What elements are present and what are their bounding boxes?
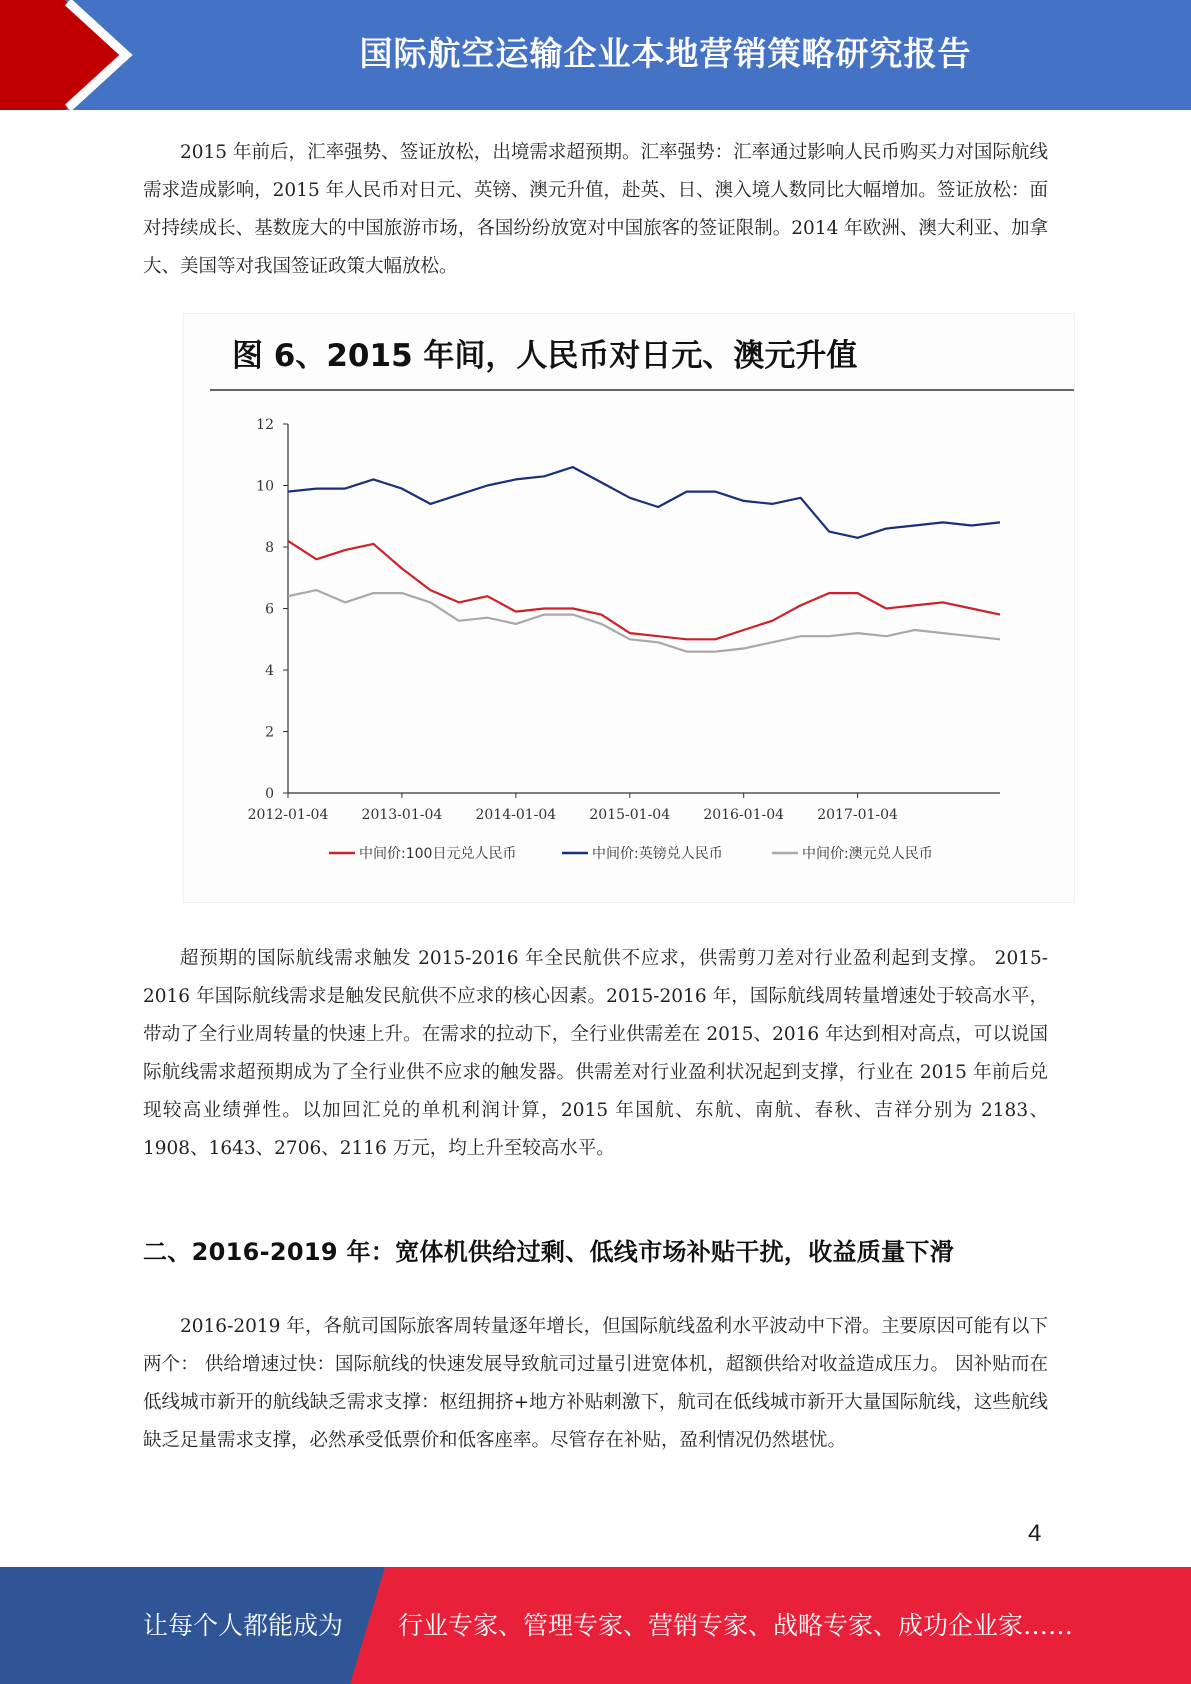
x-tick-label: 2016-01-04	[703, 807, 785, 823]
legend-label: 中间价:100日元兑人民币	[359, 846, 517, 862]
y-tick-label: 0	[265, 786, 274, 802]
line-chart	[184, 314, 1074, 902]
footer-banner	[0, 1567, 1191, 1684]
page-number: 4	[1028, 1520, 1042, 1547]
chart-axes	[248, 417, 1000, 823]
chart-series	[288, 467, 1000, 651]
y-tick-label: 12	[256, 417, 274, 433]
body-paragraph-3: 2016-2019 年，各航司国际旅客周转量逐年增长，但国际航线盈利水平波动中下滑。主要原因可能有以下两个： 供给增速过快：国际航线的快速发展导致航司过量引进宽体机，超额供给对收益造成压力。 因补贴而在低线城市新开的航线缺乏需求支撑：枢纽拥挤+地方补贴刺激下，航司在低线城市新开大量国际航线，这些航线缺乏足量需求支撑，必然承受低票价和低客座率。尽管存在补贴，盈利情况仍然堪忧。	[143, 1316, 1048, 1451]
chart-figure	[183, 313, 1075, 903]
series-line-1	[288, 541, 1000, 639]
section-heading: 二、2016-2019 年：宽体机供给过剩、低线市场补贴干扰，收益质量下滑	[143, 1238, 955, 1266]
footer-slogan-right: 行业专家、管理专家、营销专家、战略专家、成功企业家……	[398, 1611, 1074, 1640]
series-line-3	[288, 590, 1000, 652]
x-tick-label: 2013-01-04	[361, 807, 443, 823]
series-line-2	[288, 467, 1000, 538]
x-tick-label: 2014-01-04	[475, 807, 557, 823]
y-tick-label: 10	[256, 478, 274, 495]
footer-slogan-left: 让每个人都能成为	[143, 1611, 344, 1640]
legend-label: 中间价:澳元兑人民币	[802, 846, 933, 862]
chart-legend	[329, 845, 933, 862]
x-tick-label: 2017-01-04	[817, 807, 898, 823]
x-tick-label: 2015-01-04	[589, 807, 671, 823]
y-tick-label: 2	[265, 724, 274, 741]
legend-label: 中间价:英镑兑人民币	[592, 846, 723, 862]
header-arrow-decoration	[0, 0, 140, 110]
y-tick-label: 4	[265, 663, 274, 679]
chart-title: 图 6、2015 年间，人民币对日元、澳元升值	[232, 338, 858, 374]
body-paragraph-2: 超预期的国际航线需求触发 2015-2016 年全民航供不应求，供需剪刀差对行业盈利起到支撑。 2015-2016 年国际航线需求是触发民航供不应求的核心因素。2015-2016 年，国际航线周转量增速处于较高水平，带动了全行业周转量的快速上升。在需求的拉动下，全行业供需差在 2015、2016 年达到相对高点，可以说国际航线需求超预期成为了全行业供不应求的触发器。供需差对行业盈利状况起到支撑，行业在 2015 年前后兑现较高业绩弹性。以加回汇兑的单机利润计算，2015 年国航、东航、南航、春秋、吉祥分别为 2183、1908、1643、2706、2116 万元，均上升至较高水平。	[143, 948, 1048, 1159]
body-paragraph-1: 2015 年前后，汇率强势、签证放松，出境需求超预期。汇率强势：汇率通过影响人民币购买力对国际航线需求造成影响，2015 年人民币对日元、英镑、澳元升值，赴英、日、澳入境人数同比大幅增加。签证放松：面对持续成长、基数庞大的中国旅游市场，各国纷纷放宽对中国旅客的签证限制。2014 年欧洲、澳大利亚、加拿大、美国等对我国签证政策大幅放松。	[143, 142, 1048, 277]
y-tick-label: 6	[265, 601, 274, 618]
header-banner	[0, 0, 1191, 110]
y-tick-label: 8	[265, 540, 274, 556]
x-tick-label: 2012-01-04	[247, 807, 329, 823]
report-title: 国际航空运输企业本地营销策略研究报告	[359, 34, 972, 73]
